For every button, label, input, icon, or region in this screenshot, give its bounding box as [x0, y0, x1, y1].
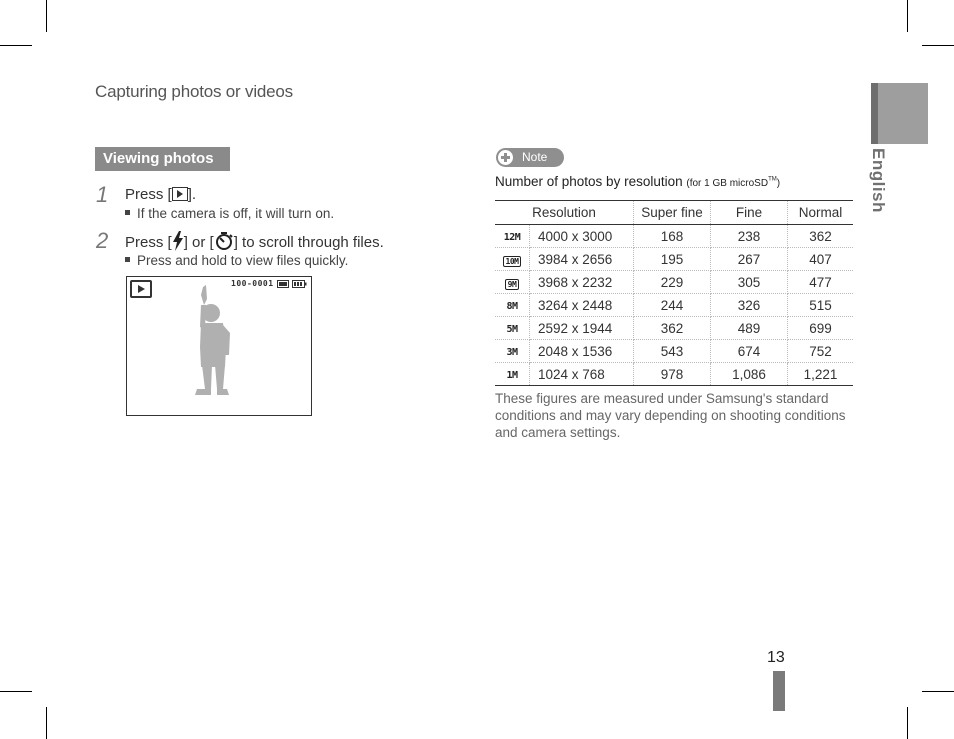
playback-screen-illustration — [126, 276, 312, 416]
table-title — [495, 174, 780, 189]
crop-mark — [907, 0, 908, 32]
self-timer-icon — [214, 231, 234, 255]
resolution-cell: 3968 x 2232 — [530, 271, 634, 294]
page-number-bar — [773, 671, 785, 711]
resolution-9m-wide-icon: 9M — [505, 279, 520, 290]
step-text-part: Press [ — [125, 186, 172, 203]
table-row — [495, 363, 853, 386]
step-number: 2 — [96, 228, 109, 253]
resolution-cell: 3264 x 2448 — [530, 294, 634, 317]
resolution-3m-icon: 3M — [506, 347, 518, 358]
crop-mark — [907, 707, 908, 739]
battery-icon — [277, 280, 307, 289]
table-row — [495, 271, 853, 294]
resolution-icon-cell — [495, 225, 530, 248]
crop-mark — [46, 707, 47, 739]
normal-cell: 407 — [788, 248, 854, 271]
step-2-text — [125, 231, 384, 255]
plus-icon — [498, 150, 513, 165]
step-text-part: ]. — [187, 186, 197, 203]
normal-cell: 515 — [788, 294, 854, 317]
language-tab — [871, 83, 928, 144]
column-header-fine: Fine — [711, 201, 788, 225]
crop-mark — [0, 691, 32, 692]
note-badge — [496, 148, 564, 167]
fine-cell: 1,086 — [711, 363, 788, 386]
fine-cell: 674 — [711, 340, 788, 363]
table-row — [495, 248, 853, 271]
file-number: 100-0001 — [231, 279, 274, 288]
step-text-part: Press [ — [125, 233, 172, 251]
fine-cell: 267 — [711, 248, 788, 271]
resolution-icon-cell — [495, 317, 530, 340]
resolution-icon-cell — [495, 363, 530, 386]
column-header-super-fine: Super fine — [634, 201, 711, 225]
viewing-photos-heading: Viewing photos — [95, 147, 230, 171]
photo-count-table — [495, 200, 853, 386]
crop-mark — [46, 0, 47, 32]
bullet-icon — [125, 210, 130, 215]
resolution-icon-cell — [495, 271, 530, 294]
table-row — [495, 340, 853, 363]
resolution-icon-cell — [495, 248, 530, 271]
crop-mark — [922, 45, 954, 46]
language-tab-edge — [871, 83, 878, 144]
resolution-5m-icon: 5M — [506, 324, 518, 335]
fine-cell: 238 — [711, 225, 788, 248]
step-1-bullet — [125, 206, 334, 221]
bullet-text: Press and hold to view files quickly. — [137, 253, 349, 268]
crop-mark — [0, 45, 32, 46]
fine-cell: 489 — [711, 317, 788, 340]
resolution-icon-cell — [495, 340, 530, 363]
resolution-1m-icon: 1M — [506, 370, 518, 381]
table-header-row — [495, 201, 853, 225]
table-row — [495, 225, 853, 248]
resolution-cell: 2592 x 1944 — [530, 317, 634, 340]
super-fine-cell: 229 — [634, 271, 711, 294]
language-tab-label: English — [869, 148, 888, 213]
table-title-close: ) — [776, 178, 781, 189]
normal-cell: 699 — [788, 317, 854, 340]
note-label: Note — [522, 150, 548, 164]
resolution-cell: 4000 x 3000 — [530, 225, 634, 248]
step-2-bullet — [125, 253, 348, 268]
step-text-part: ] or [ — [183, 233, 214, 251]
step-1-text — [125, 186, 196, 203]
page-number: 13 — [767, 649, 785, 666]
step-number: 1 — [96, 182, 109, 207]
fine-cell: 305 — [711, 271, 788, 294]
trademark: TM — [768, 176, 777, 183]
super-fine-cell: 362 — [634, 317, 711, 340]
fine-cell: 326 — [711, 294, 788, 317]
normal-cell: 752 — [788, 340, 854, 363]
super-fine-cell: 543 — [634, 340, 711, 363]
super-fine-cell: 168 — [634, 225, 711, 248]
bullet-icon — [125, 257, 130, 262]
super-fine-cell: 244 — [634, 294, 711, 317]
super-fine-cell: 195 — [634, 248, 711, 271]
resolution-cell: 2048 x 1536 — [530, 340, 634, 363]
table-title-text: Number of photos by resolution — [495, 174, 683, 189]
resolution-cell: 3984 x 2656 — [530, 248, 634, 271]
table-row — [495, 317, 853, 340]
crop-mark — [922, 691, 954, 692]
section-title: Capturing photos or videos — [95, 82, 293, 101]
resolution-10m-wide-icon: 10M — [503, 256, 522, 267]
playback-mode-icon — [130, 280, 152, 298]
normal-cell: 477 — [788, 271, 854, 294]
super-fine-cell: 978 — [634, 363, 711, 386]
bullet-text: If the camera is off, it will turn on. — [137, 206, 335, 221]
table-row — [495, 294, 853, 317]
table-footnote: These figures are measured under Samsung's standard conditions and may vary depending on shooting conditions and camera settings. — [495, 391, 846, 440]
table-title-qualifier: (for 1 GB microSD — [686, 178, 769, 189]
column-header-resolution: Resolution — [495, 201, 634, 225]
normal-cell: 1,221 — [788, 363, 854, 386]
resolution-icon-cell — [495, 294, 530, 317]
flash-icon — [172, 231, 184, 255]
normal-cell: 362 — [788, 225, 854, 248]
column-header-normal: Normal — [788, 201, 854, 225]
resolution-12m-icon: 12M — [503, 232, 521, 243]
resolution-cell: 1024 x 768 — [530, 363, 634, 386]
resolution-8m-icon: 8M — [506, 301, 518, 312]
child-silhouette-image — [189, 285, 239, 403]
playback-button-icon — [172, 187, 188, 201]
step-text-part: ] to scroll through files. — [233, 233, 384, 251]
